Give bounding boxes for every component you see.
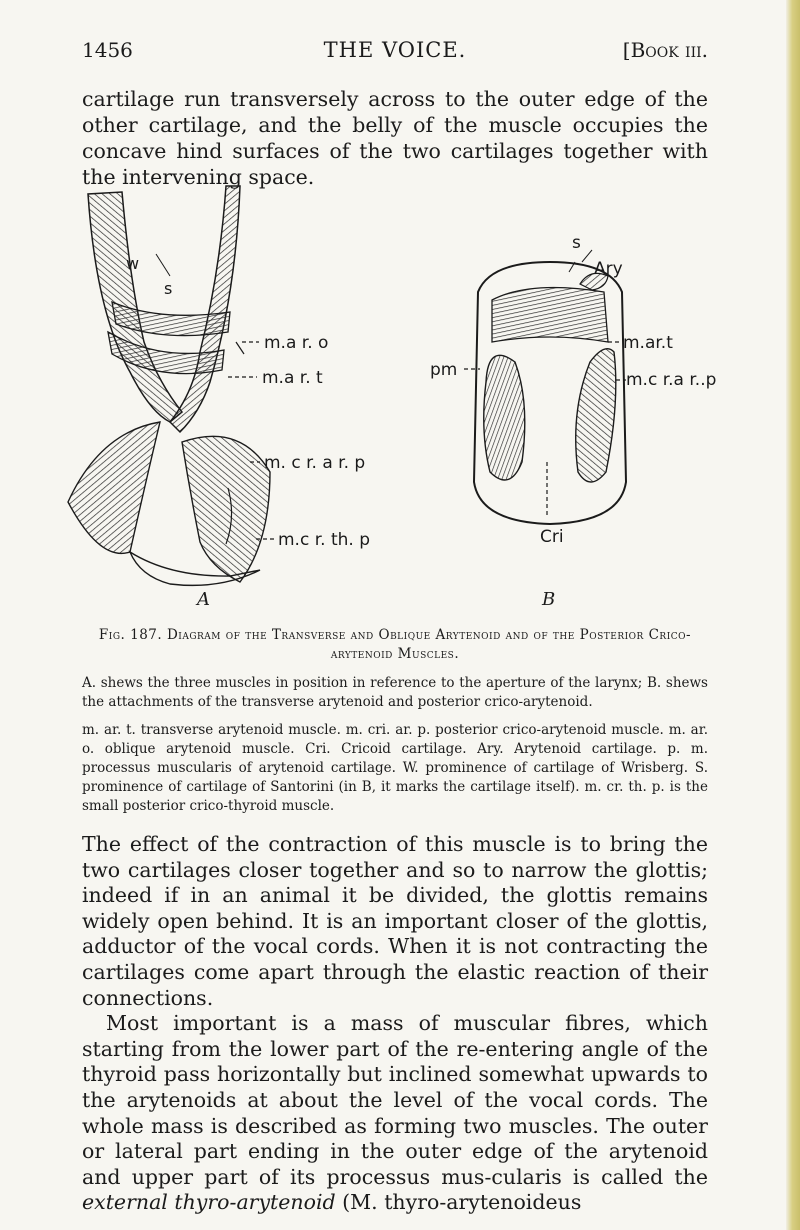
running-header — [82, 38, 708, 68]
label-a-m-cr-ar-p: m. c r. a r. p — [264, 453, 366, 473]
intro-paragraph: cartilage run transversely across to the outer edge of the other cartilage, and the belly of the muscle occupies the concave hind surfaces of the two cartilages together with the intervening space. — [82, 87, 708, 189]
label-b-ary: Ary — [594, 259, 623, 279]
label-a-m-cr-th-p: m.c r. th. p — [278, 530, 370, 550]
label-b-cri: Cri — [540, 527, 564, 547]
figure-illustration — [60, 172, 740, 612]
figure-caption — [82, 626, 708, 816]
panel-a-drawing — [68, 186, 274, 585]
label-b-s: s — [572, 233, 581, 253]
label-a-w: w — [126, 254, 140, 273]
label-a-s: s — [164, 279, 173, 298]
caption-legend: m. ar. t. transverse arytenoid muscle. m. cri. ar. p. posterior crico-arytenoid muscle. m. ar. o. oblique arytenoid muscle. Cri. Cricoid cartilage. Ary. Arytenoid cartilage. p. m. processus muscularis of arytenoid cartilage. W. prominence of cartilage of Wrisberg. S. prominence of cartilage of Santorini (in B, it marks the cartilage itself). m. cr. th. p. is the small posterior crico-thyroid muscle. — [82, 722, 708, 814]
page-number: 1456 — [82, 38, 133, 62]
label-b-m-ar-t: m.ar.t — [623, 333, 673, 353]
figure-187 — [60, 172, 740, 612]
body-paragraph-2-lead: Most important is a mass of muscular fibres, which starting from the lower part of the re-entering angle of the thyroid pass horizontally but inclined somewhat upwards to the arytenoids at about the level of the vocal cords. The whole mass is described as forming two muscles. The outer or lateral part ending in the outer edge of the arytenoid and upper part of its processus mus-cularis is called the — [82, 1011, 708, 1189]
panel-b-drawing — [464, 250, 626, 524]
panel-letter-b: B — [542, 589, 556, 610]
label-a-m-ar-o: m.a r. o — [264, 333, 329, 353]
body-paragraph-2 — [82, 1011, 708, 1216]
external-thyro-arytenoid-term: external thyro-arytenoid — [82, 1190, 336, 1215]
label-a-m-ar-t: m.a r. t — [262, 368, 323, 388]
label-b-pm: pm — [430, 360, 458, 380]
page-edge — [786, 0, 800, 1230]
caption-title: Fig. 187. Diagram of the Transverse and Oblique Arytenoid and of the Posterior Crico-arytenoid Muscles. — [98, 627, 692, 662]
caption-description: A. shews the three muscles in position in reference to the aperture of the larynx; B. shews the attachments of the transverse arytenoid and posterior crico-arytenoid. — [82, 675, 708, 710]
label-b-m-cr-ar-p: m.c r.a r..p — [626, 370, 717, 390]
book-label: [Book iii. — [622, 38, 708, 62]
running-title: THE VOICE. — [323, 38, 467, 62]
panel-letter-a: A — [197, 589, 210, 610]
body-text — [82, 832, 708, 1216]
body-paragraph-1: The effect of the contraction of this muscle is to bring the two cartilages closer together and so to narrow the glottis; indeed if in an animal it be divided, the glottis remains widely open behind. It is an important closer of the glottis, adductor of the vocal cords. When it is not contracting the cartilages come apart through the elastic reaction of their connections. — [82, 832, 708, 1010]
body-paragraph-2-tail: (M. thyro-arytenoideus — [335, 1190, 582, 1215]
